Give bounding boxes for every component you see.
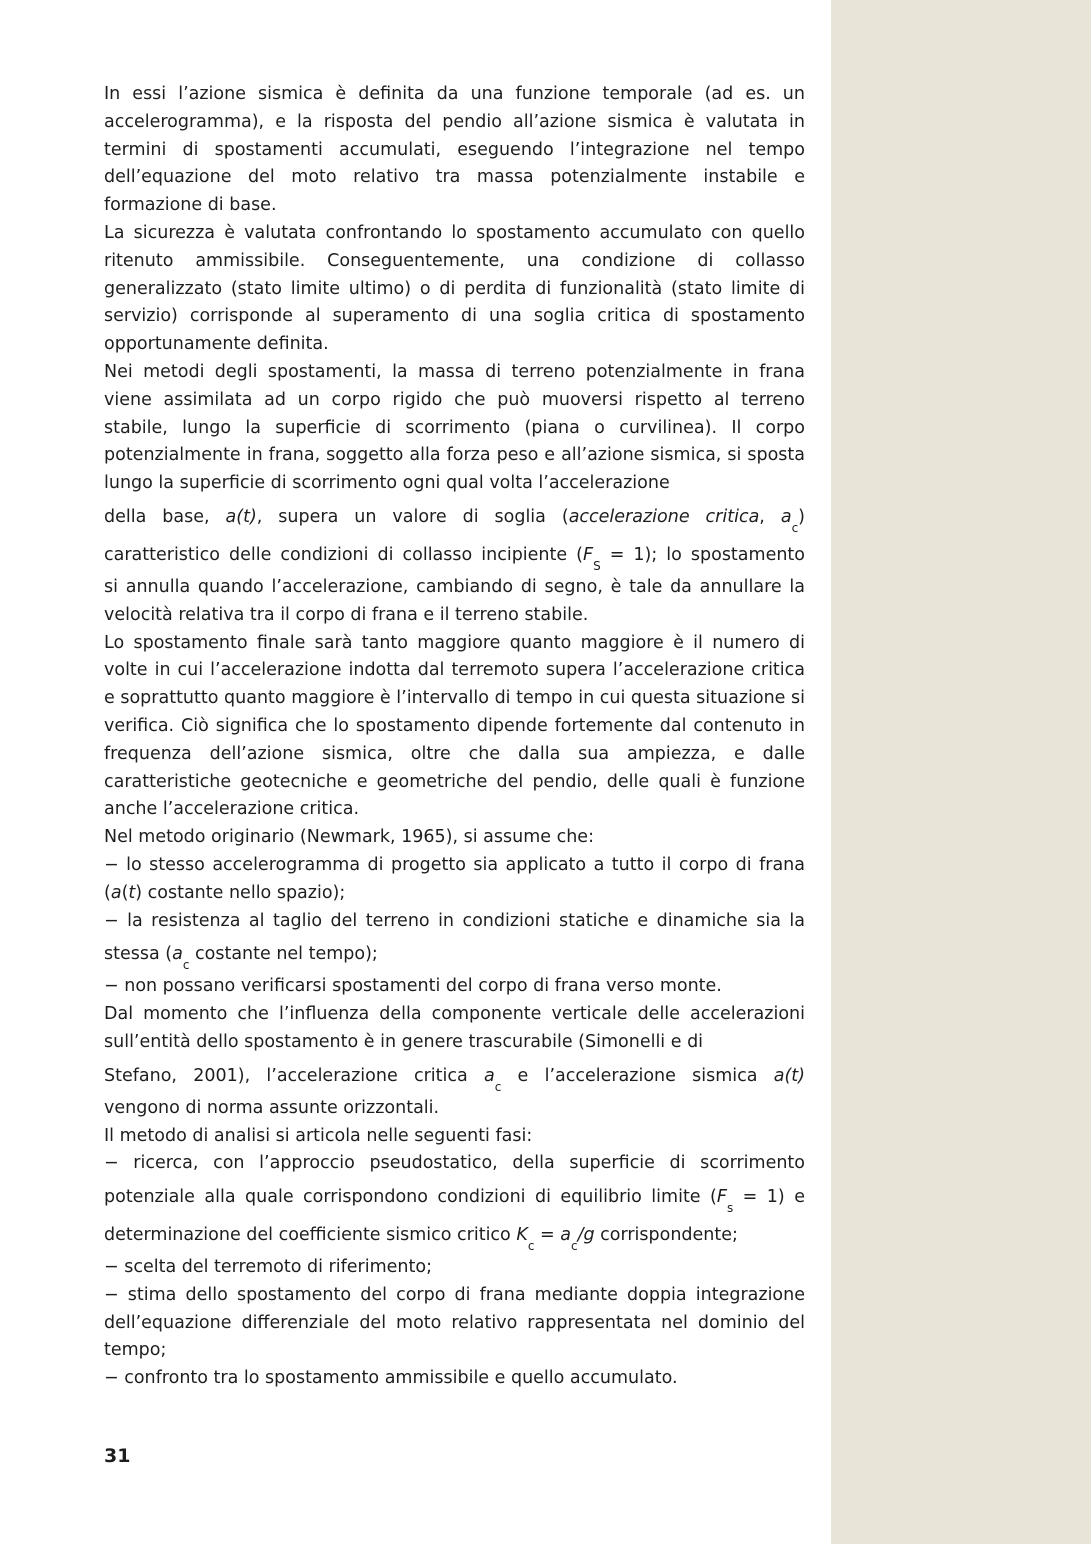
subscript-c: c bbox=[494, 1079, 502, 1094]
bullet-2-line-1: − la resistenza al taglio del terreno in condizioni statiche e dinamiche sia la bbox=[104, 910, 805, 931]
symbol-t: t bbox=[128, 882, 136, 903]
text-run: determinazione del coefficiente sismico critico bbox=[104, 1225, 517, 1246]
text-run: ) costante nello spazio); bbox=[135, 882, 346, 903]
subscript-c: c bbox=[570, 1239, 578, 1254]
symbol-a: a bbox=[560, 1225, 571, 1246]
symbol-a: a bbox=[780, 506, 792, 527]
symbol-k: K bbox=[516, 1225, 528, 1246]
paragraph-4: Lo spostamento finale sarà tanto maggiore quanto maggiore è il numero di volte in cui l’accelerazione indotta dal terremoto supera l’accelerazione critica e soprattutto quanto maggiore è l’intervallo di tempo in cui questa situazione si verifica. Ciò significa che lo spostamento dipende fortemente dal contenuto in frequenza dell’azione sismica, oltre che dalla sua ampiezza, e dalle caratteristiche geotecniche e geometriche del pendio, delle quali è funzione anche l’accelerazione critica. bbox=[104, 632, 805, 820]
paragraph-3-part-a: Nei metodi degli spostamenti, la massa di terreno potenzialmente in frana viene assimilata ad un corpo rigido che può muoversi rispetto al terreno stabile, lungo la superficie di scorrimento (piana o curvilinea). Il corpo potenzialmente in frana, soggetto alla forza peso e all’azione sismica, si sposta lungo la superficie di scorrimento ogni qual volta l’accelerazione bbox=[104, 361, 805, 494]
page-number: 31 bbox=[104, 1445, 131, 1467]
bullet-4-line-2 bbox=[104, 1178, 805, 1216]
bullet-2 bbox=[104, 908, 805, 974]
symbol-a: a bbox=[110, 882, 122, 903]
symbol-at: a(t) bbox=[773, 1065, 805, 1086]
symbol-at: a(t) bbox=[225, 506, 257, 527]
symbol-g: /g bbox=[577, 1225, 595, 1246]
paragraph-5: Nel metodo originario (Newmark, 1965), si assume che: bbox=[104, 827, 594, 848]
paragraph-7: Il metodo di analisi si articola nelle seguenti fasi: bbox=[104, 1125, 533, 1146]
text-run: = 1) e bbox=[733, 1187, 805, 1208]
text-run: = bbox=[534, 1225, 561, 1246]
text-run: stessa ( bbox=[104, 944, 173, 965]
paragraph-6-line-b bbox=[104, 1057, 805, 1095]
bullet-5: − scelta del terremoto di riferimento; bbox=[104, 1257, 432, 1278]
symbol-f: F bbox=[716, 1187, 727, 1208]
body-text bbox=[104, 81, 805, 1393]
bullet-3: − non possano verificarsi spostamenti del corpo di frana verso monte. bbox=[104, 976, 722, 997]
subscript-c: c bbox=[527, 1239, 535, 1254]
text-run: e l’accelerazione sismica bbox=[501, 1065, 774, 1086]
symbol-a: a bbox=[172, 944, 183, 965]
bullet-4-line-3 bbox=[104, 1216, 805, 1254]
text-run: ) bbox=[798, 506, 805, 527]
paragraph-6-line-c: vengono di norma assunte orizzontali. bbox=[104, 1097, 440, 1118]
subscript-s: s bbox=[726, 1201, 734, 1216]
symbol-f: F bbox=[583, 544, 594, 565]
paragraph-6-part-a: Dal momento che l’influenza della componente verticale delle accelerazioni sull’entità dello spostamento è in genere trascurabile (Simonelli e di bbox=[104, 1004, 805, 1052]
text-run: ( bbox=[121, 882, 129, 903]
paragraph-1: In essi l’azione sismica è definita da una funzione temporale (ad es. un accelerogramma), e la risposta del pendio all’azione sismica è valutata in termini di spostamenti accumulati, eseguendo l’integrazione nel tempo dell’equazione del moto relativo tra massa potenzialmente instabile e formazione di base. bbox=[104, 84, 805, 216]
text-run: corrispondente; bbox=[594, 1225, 738, 1246]
paragraph-3-line-base bbox=[104, 498, 805, 536]
text-run: Stefano, 2001), l’accelerazione critica bbox=[104, 1065, 484, 1086]
paragraph-3 bbox=[104, 359, 805, 630]
subscript-s: S bbox=[593, 558, 601, 573]
bullet-7: − confronto tra lo spostamento ammissibile e quello accumulato. bbox=[104, 1368, 678, 1389]
text-run: = 1); lo spostamento bbox=[600, 544, 805, 565]
bullet-2-line-2 bbox=[104, 935, 805, 973]
subscript-c: c bbox=[791, 520, 799, 535]
text-run: caratteristico delle condizioni di collasso incipiente ( bbox=[104, 544, 583, 565]
bullet-6: − stima dello spostamento del corpo di frana mediante doppia integrazione dell’equazione differenziale del moto relativo rappresentata nel dominio del tempo; bbox=[104, 1284, 805, 1361]
paragraph-6 bbox=[104, 1001, 805, 1122]
side-band bbox=[831, 0, 1091, 1544]
bullet-1 bbox=[104, 852, 805, 908]
paragraph-3-line-collapse bbox=[104, 536, 805, 574]
bullet-4 bbox=[104, 1150, 805, 1254]
text-run: , bbox=[759, 506, 781, 527]
paragraph-2: La sicurezza è valutata confrontando lo spostamento accumulato con quello ritenuto ammissibile. Conseguentemente, una condizione di collasso generalizzato (stato limite ultimo) o di perdita di funzionalità (stato limite di servizio) corrisponde al superamento di una soglia critica di spostamento opportunamente definita. bbox=[104, 222, 805, 355]
bullet-4-line-1: − ricerca, con l’approccio pseudostatico, della superficie di scorrimento bbox=[104, 1153, 805, 1174]
term-critical-acceleration: accelerazione critica bbox=[568, 506, 760, 527]
subscript-c: c bbox=[182, 958, 190, 973]
paragraph-3-part-d: si annulla quando l’accelerazione, cambiando di segno, è tale da annullare la velocità relativa tra il corpo di frana e il terreno stabile. bbox=[104, 576, 805, 625]
text-run: costante nel tempo); bbox=[189, 944, 378, 965]
text-run: − lo stesso accelerogramma di progetto sia applicato a tutto il corpo di frana ( bbox=[104, 854, 805, 903]
text-run: potenziale alla quale corrispondono condizioni di equilibrio limite ( bbox=[104, 1187, 717, 1208]
text-run: , supera un valore di soglia ( bbox=[256, 506, 569, 527]
text-run: della base, bbox=[104, 506, 226, 527]
symbol-a: a bbox=[483, 1065, 495, 1086]
